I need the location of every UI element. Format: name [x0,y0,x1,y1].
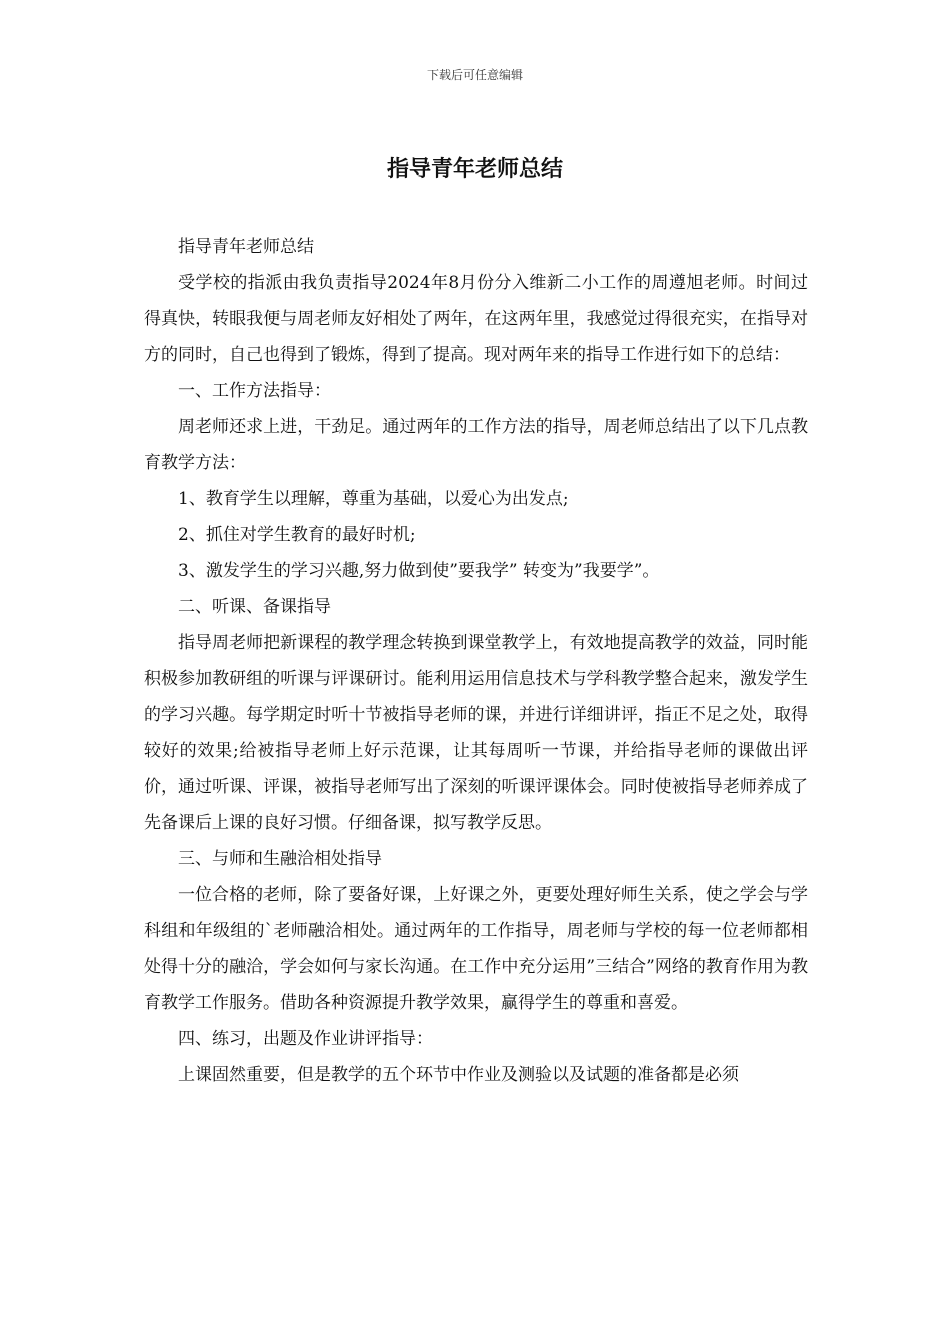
header-note: 下载后可任意编辑 [426,68,523,82]
section-heading-2: 二、听课、备课指导 [178,597,331,617]
paragraph: 指导周老师把新课程的教学理念转换到课堂教学上，有效地提高教学的效益，同时能积极参加教研组的听课与评课研讨。能利用运用信息技术与学科教学整合起来，激发学生的学习兴趣。每学期定时听十节被指导老师的课，并进行详细讲评，指正不足之处，取得较好的效果;给被指导老师上好示范课，让其每周听一节课，并给指导老师的课做出评价，通过听课、评课，被指导老师写出了深刻的听课评课体会。同时使被指导老师养成了先备课后上课的良好习惯。仔细备课，拟写教学反思。 [144,633,808,833]
list-item: 1、教育学生以理解，尊重为基础，以爱心为出发点; [178,489,569,509]
paragraph: 周老师还求上进，干劲足。通过两年的工作方法的指导，周老师总结出了以下几点教育教学方法： [144,417,808,473]
paragraph-intro: 受学校的指派由我负责指导2024年8月份分入维新二小工作的周遵旭老师。时间过得真快，转眼我便与周老师友好相处了两年，在这两年里，我感觉过得很充实，在指导对方的同时，自己也得到了锻炼，得到了提高。现对两年来的指导工作进行如下的总结： [144,273,808,365]
section-heading-1: 一、工作方法指导： [178,381,331,401]
paragraph: 一位合格的老师，除了要备好课，上好课之外，更要处理好师生关系，使之学会与学科组和年级组的`老师融洽相处。通过两年的工作指导，周老师与学校的每一位老师都相处得十分的融洽，学会如何与家长沟通。在工作中充分运用”三结合”网络的教育作用为教育教学工作服务。借助各种资源提升教学效果，赢得学生的尊重和喜爱。 [144,885,808,1013]
list-item: 2、抓住对学生教育的最好时机; [178,525,416,545]
paragraph-subtitle: 指导青年老师总结 [178,237,314,257]
document-body [144,229,808,1093]
document-title: 指导青年老师总结 [386,157,563,182]
section-heading-3: 三、与师和生融洽相处指导 [178,849,382,869]
section-heading-4: 四、练习，出题及作业讲评指导： [178,1029,433,1049]
paragraph: 上课固然重要，但是教学的五个环节中作业及测验以及试题的准备都是必须 [178,1065,739,1085]
list-item: 3、激发学生的学习兴趣,努力做到使”要我学” 转变为”我要学”。 [178,561,660,581]
